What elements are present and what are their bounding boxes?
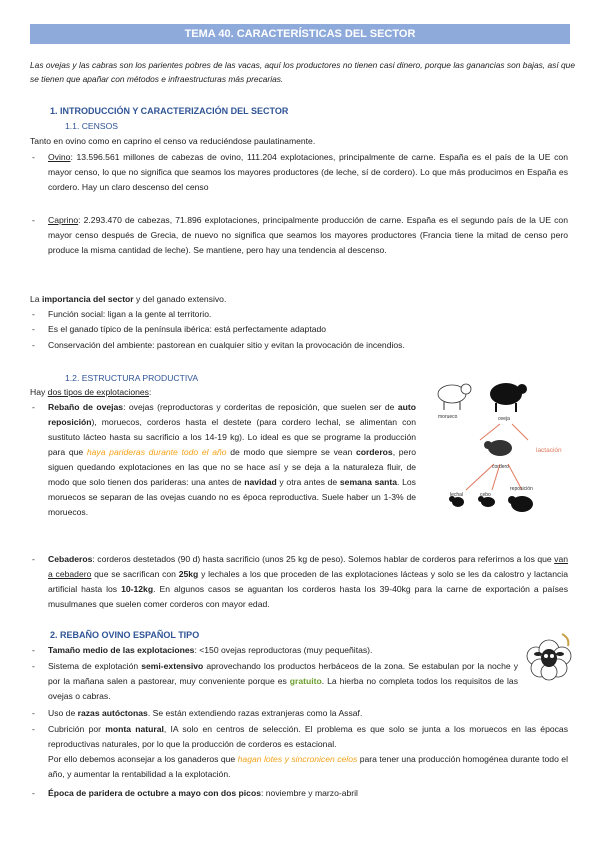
list-item: - Conservación del ambiente: pastorean en cualquier sitio y evitan la provocación de incendios. <box>32 340 405 350</box>
subsection-censos: 1.1. CENSOS <box>65 121 119 131</box>
importancia-line: La importancia del sector y del ganado extensivo. <box>30 294 227 304</box>
tipos-line: Hay dos tipos de explotaciones: <box>30 387 152 397</box>
list-item: - Sistema de explotación semi-extensivo aprovechando los productos herbáceos de la zona. Se estabulan por la noche y por la mañana salen a pastorear, muy conveniente porque es gratuito. La hierba no completa todos los requisitos de las ovejas o cabras. <box>32 661 518 701</box>
list-item-rebano: - Rebaño de ovejas: ovejas (reproductoras y corderitas de reposición, que suelen ser de auto reposición), moruecos, corderos hasta el destete (para cordero lechal, se alimentan con sustituto lácteo hasta su sacrificio a los 14-19 kg). Lo ideal es que se programe la producción para que haya parideras durante todo el año de modo que siempre se vean corderos, pero siguen quedando explotaciones en las que no se hace así y se deja a la naturaleza fluir, de modo que solo tienen dos parideras: una antes de navidad y otra antes de semana santa. Los moruecos se separan de las ovejas cuando no es época reproductiva. Suele haber un 1-3% de moruecos. <box>32 402 416 517</box>
ovino-text: : 13.596.561 millones de cabezas de ovino, 111.204 explotaciones, principalmente de carne. España es el país de la UE con mayor censo, lo que no significa que seamos los mayores productores (de leche, sí de cordero). Lo que más producimos en España es cordero. Hay un claro descenso del censo <box>48 152 568 192</box>
caprino-text: : 2.293.470 de cabezas, 71.896 explotaciones, principalmente producción de carne. España es el segundo país de la UE con mayor censo después de Grecia, de nuevo no significa que seamos los mayores productores (Francia tiene la mitad de censo pero produce la misma cantidad de leche). Se mantiene, pero hay una tendencia al descenso. <box>48 215 568 255</box>
label-reposicion: reposición <box>510 486 533 492</box>
list-item-ovino: - Ovino: 13.596.561 millones de cabezas de ovino, 111.204 explotaciones, principalmente de carne. España es el país de la UE con mayor censo, lo que no significa que seamos los mayores productores (de leche, sí de cordero). Lo que más producimos en España es cordero. Hay un claro descenso del censo <box>32 152 568 192</box>
white-ram-icon <box>438 384 471 410</box>
censos-intro: Tanto en ovino como en caprino el censo va reduciéndose paulatinamente. <box>30 136 316 146</box>
list-item: - Uso de razas autóctonas. Se están extendiendo razas extranjeras como la Assaf. <box>32 708 363 718</box>
section-heading-2: 2. REBAÑO OVINO ESPAÑOL TIPO <box>50 630 200 640</box>
cartoon-sheep-icon <box>522 626 576 684</box>
black-ewe-icon <box>490 383 527 412</box>
list-item: - Es el ganado típico de la península ibérica: está perfectamente adaptado <box>32 324 327 334</box>
list-item: - Época de paridera de octubre a mayo con dos picos: noviembre y marzo-abril <box>32 788 358 798</box>
label-lechal: lechal <box>450 492 464 498</box>
lamb-icons <box>449 496 533 512</box>
list-item: - Tamaño medio de las explotaciones: <150 ovejas reproductoras (muy pequeñitas). <box>32 645 373 655</box>
label-morueco: morueco <box>438 414 458 420</box>
ewe-lamb-icon <box>484 440 512 456</box>
section-heading-1: 1. INTRODUCCIÓN Y CARACTERIZACIÓN DEL SECTOR <box>50 106 289 116</box>
intro-paragraph: Las ovejas y las cabras son los parientes pobres de las vacas, aquí los productores no tienen casi dinero, porque las ganancias son bajas, así que se tienen que apañar con métodos e infraestructuras más precarias. <box>30 60 575 84</box>
label-oveja: oveja <box>498 416 510 422</box>
label-lactacion: lactación <box>536 447 562 454</box>
sheep-cycle-diagram <box>430 372 578 532</box>
list-item-caprino: - Caprino: 2.293.470 de cabezas, 71.896 explotaciones, principalmente producción de carne. España es el segundo país de la UE con mayor censo después de Grecia, de nuevo no significa que seamos los mayores productores (Francia tiene la mitad de censo pero produce la misma cantidad de leche). Se mantiene, pero hay una tendencia al descenso. <box>32 215 568 255</box>
label-cebo: cebo <box>480 492 491 498</box>
list-item: - Función social: ligan a la gente al territorio. <box>32 309 212 319</box>
list-item-cebaderos: - Cebaderos: corderos destetados (90 d) hasta sacrificio (unos 25 kg de peso). Solemos hablar de corderos para referirnos a los que van a cebadero que se sacrifican con 25kg y lechales a los que proceden de las explotaciones lácteas y solo se les da calostro y lactancia artificial hasta los 10-12kg. En algunos casos se aguantan los corderos hasta los 39-40kg para la carne de exportación a países musulmanes que suelen comer corderos con mayor edad. <box>32 554 569 609</box>
page-title: TEMA 40. CARACTERÍSTICAS DEL SECTOR <box>30 24 570 44</box>
caprino-label: Caprino <box>48 215 79 225</box>
list-item: - Cubrición por monta natural, IA solo en centros de selección. El problema es que solo se junta a los moruecos en las épocas reproductivas naturales, por lo que la producción de corderos es estacional. Por ello debemos aconsejar a los ganaderos que hagan lotes y sincronicen celos para tener una producción homogénea durante todo el año, y aumentar la rentabilidad a la explotación. <box>32 724 568 779</box>
label-cordero: cordero <box>492 464 509 470</box>
cycle-arrows <box>466 424 528 490</box>
ovino-label: Ovino <box>48 152 71 162</box>
subsection-estructura: 1.2. ESTRUCTURA PRODUCTIVA <box>65 373 199 383</box>
